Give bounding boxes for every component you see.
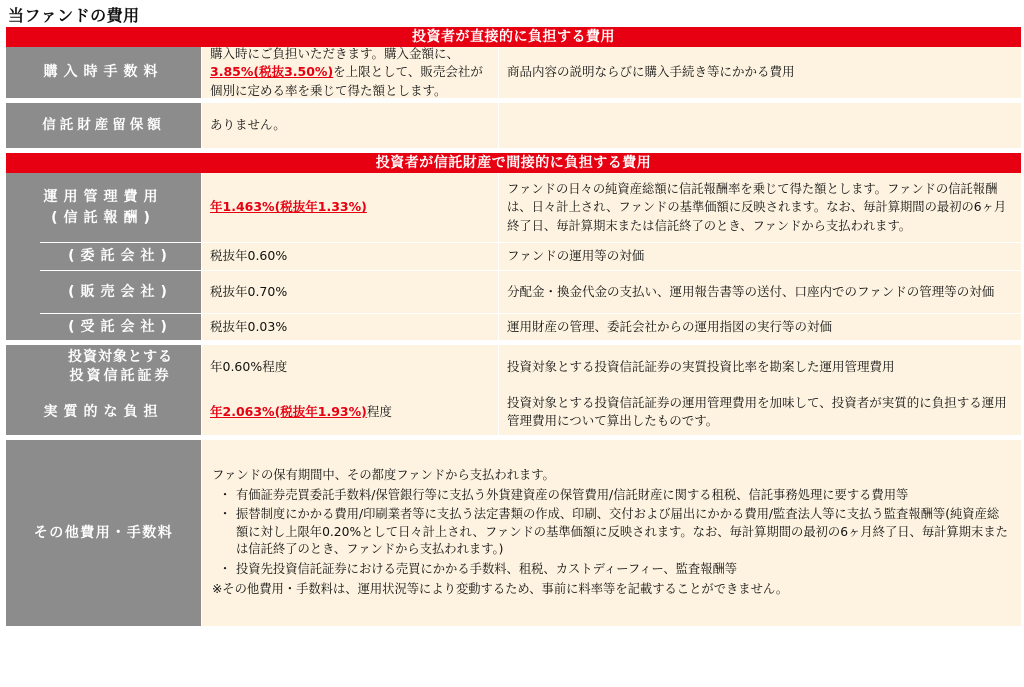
page-title: 当ファンドの費用 [8, 6, 140, 25]
distributor-value: 税抜年0.70% [201, 270, 498, 313]
manager-label: (委託会社) [40, 242, 201, 270]
distributor-label: (販売会社) [40, 270, 201, 313]
manager-note: ファンドの運用等の対価 [498, 242, 1021, 270]
other-costs-bullet-text: 投資先投資信託証券における売買にかかる手数料、租税、カストディーフィー、監査報酬等 [236, 561, 738, 576]
sub-row-indent [6, 242, 40, 340]
reserve-note [498, 103, 1021, 148]
section-header-direct: 投資者が直接的に負担する費用 [6, 27, 1021, 47]
fee-table [6, 27, 1021, 684]
distributor-note: 分配金・換金代金の支払い、運用報告書等の送付、口座内でのファンドの管理等の対価 [498, 270, 1021, 313]
trustee-label: (受託会社) [40, 313, 201, 340]
target-fund-note: 投資対象とする投資信託証券の実質投資比率を勘案した運用管理費用 [498, 345, 1021, 389]
trust-fee-label [6, 173, 201, 242]
other-costs-bullet-text: 有価証券売買委託手数料/保管銀行等に支払う外貨建資産の保管費用/信託財産に関する租税、信託事務処理に要する費用等 [236, 487, 909, 502]
bullet-mark: ・ [218, 487, 232, 502]
effective-burden-value [201, 389, 498, 435]
target-fund-label-line2: 投資信託証券 [69, 368, 172, 384]
purchase-fee-desc [201, 47, 498, 98]
target-fund-label-line1: 投資対象とする [68, 349, 173, 366]
trust-fee-label-line1: 運用管理費用 [43, 189, 164, 206]
purchase-fee-rate: 3.85%(税抜3.50%) [210, 64, 334, 80]
other-costs-intro: ファンドの保有期間中、その都度ファンドから支払われます。 [212, 468, 555, 483]
purchase-fee-note: 商品内容の説明ならびに購入手続き等にかかる費用 [498, 47, 1021, 98]
other-costs-bullet [212, 561, 737, 578]
effective-burden-label: 実質的な負担 [6, 389, 201, 435]
purchase-fee-desc-pre: 購入時にご負担いただきます。購入金額に、 [210, 46, 460, 62]
trustee-value: 税抜年0.03% [201, 313, 498, 340]
trust-fee-rate: 年1.463%(税抜年1.33%) [210, 199, 367, 215]
other-costs-bullet-text: 振替制度にかかる費用/印刷業者等に支払う法定書類の作成、印刷、交付および届出にかかる費用/監査法人等に支払う監査報酬等(純資産総額に対し上限年0.20%として日々計上され、ファンドの基準価額に反映されます。なお、毎計算期間の最初の6ヶ月終了日、毎計算期末または信託終了のとき、ファンドから支払われます。) [236, 507, 1008, 557]
effective-burden-rate: 年2.063%(税抜年1.93%) [210, 403, 367, 419]
other-costs-bullet [212, 487, 908, 504]
other-costs-bullet [212, 506, 1011, 558]
purchase-fee-label: 購入時手数料 [6, 47, 201, 98]
sub-row-indent [6, 345, 40, 389]
trust-fee-note: ファンドの日々の純資産総額に信託報酬率を乗じて得た額とします。ファンドの信託報酬は、日々計上され、ファンドの基準価額に反映されます。なお、毎計算期間の最初の6ヶ月終了日、毎計算期末または信託終了のとき、ファンドから支払われます。 [498, 173, 1021, 242]
bullet-mark: ・ [218, 507, 232, 522]
target-fund-label [40, 345, 201, 389]
manager-value: 税抜年0.60% [201, 242, 498, 270]
purchase-fee-desc-post: を上限として、販売会社が個別に定める率を乗じて得た額とします。 [210, 64, 483, 98]
reserve-label: 信託財産留保額 [6, 103, 201, 148]
effective-burden-suffix: 程度 [366, 403, 392, 419]
reserve-desc: ありません。 [201, 103, 498, 148]
trustee-note: 運用財産の管理、委託会社からの運用指図の実行等の対価 [498, 313, 1021, 340]
other-costs-body [201, 440, 1021, 626]
trust-fee-value [201, 173, 498, 242]
effective-burden-note: 投資対象とする投資信託証券の運用管理費用を加味して、投資者が実質的に負担する運用管理費用について算出したものです。 [498, 389, 1021, 435]
bullet-mark: ・ [218, 561, 232, 576]
target-fund-value: 年0.60%程度 [201, 345, 498, 389]
section-header-indirect: 投資者が信託財産で間接的に負担する費用 [6, 153, 1021, 173]
other-costs-label: その他費用・手数料 [6, 440, 201, 626]
other-costs-footnote: ※その他費用・手数料は、運用状況等により変動するため、事前に料率等を記載することができません。 [212, 582, 789, 597]
trust-fee-label-line2: (信託報酬) [51, 209, 156, 226]
